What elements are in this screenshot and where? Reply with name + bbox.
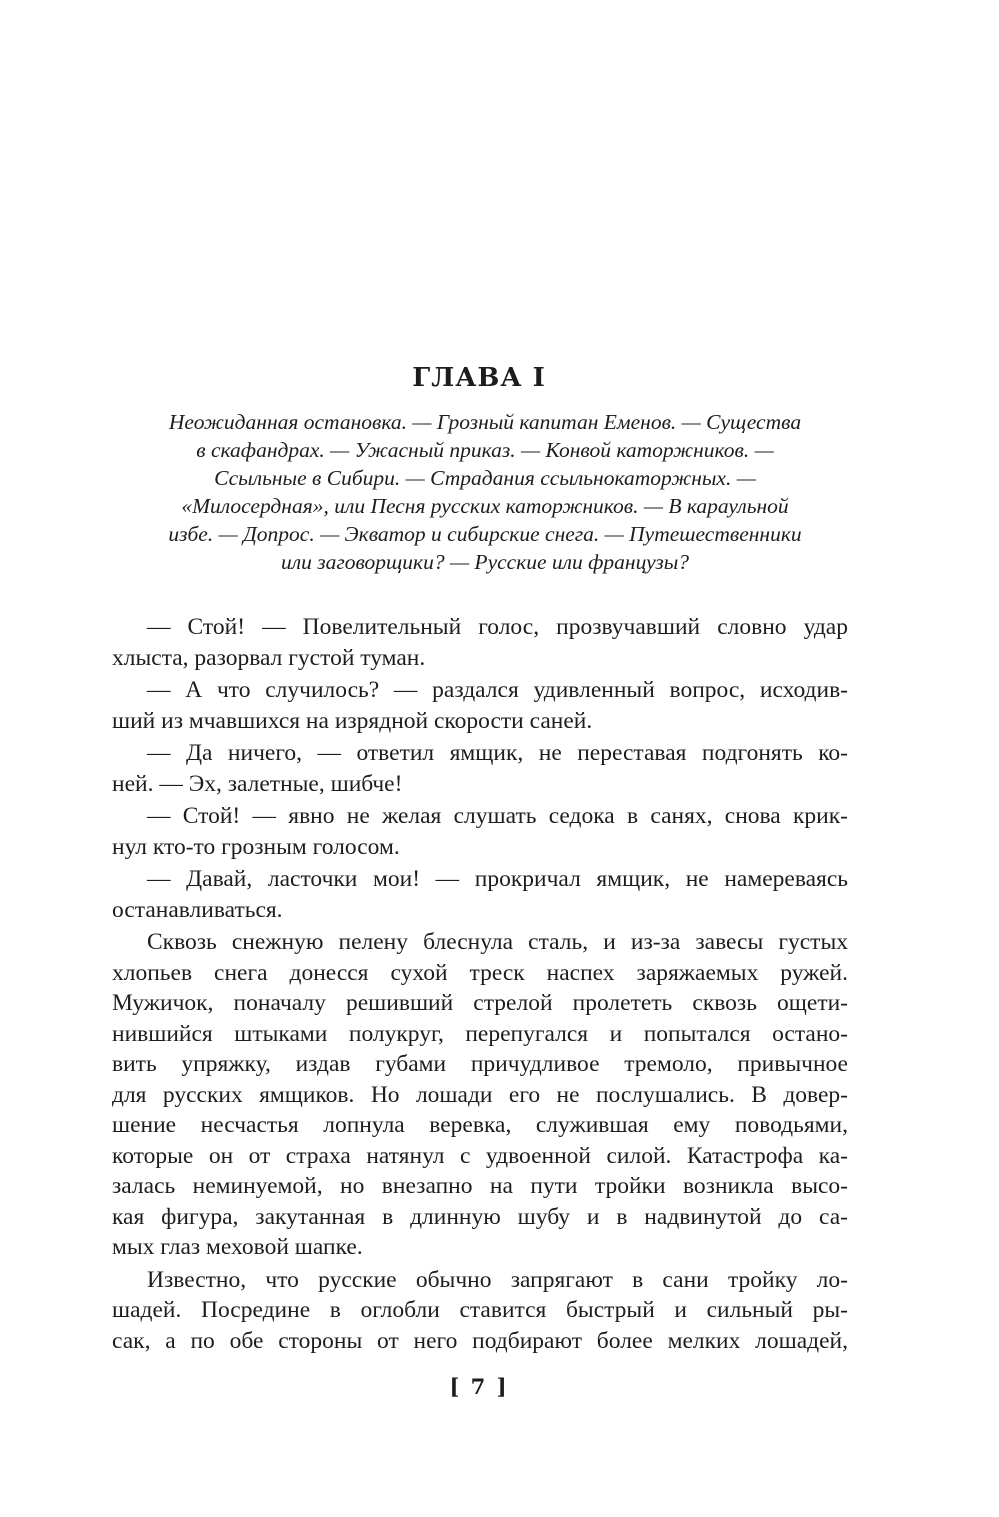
paragraph xyxy=(112,927,848,1263)
text-line: которые он от страха натянул с удвоенной силой. Катастрофа ка- xyxy=(112,1142,848,1169)
paragraph xyxy=(112,864,848,925)
text-line: хлопьев снега донесся сухой треск наспех заряжаемых ружей. xyxy=(112,959,848,986)
paragraph xyxy=(112,1265,848,1357)
text-line: — Давай, ласточки мои! — прокричал ямщик, не намереваясь xyxy=(147,866,848,892)
body-text xyxy=(112,612,848,1358)
text-line: шадей. Посредине в оглобли ставится быстрый и сильный ры- xyxy=(112,1297,848,1323)
page-number: [ 7 ] xyxy=(449,1374,509,1399)
text-line: останавливаться. xyxy=(112,896,283,923)
text-line: хлыста, разорвал густой туман. xyxy=(112,644,426,671)
text-line: ший из мчавшихся на изрядной скорости саней. xyxy=(112,707,593,734)
synopsis-line: Неожиданная остановка. — Грозный капитан Еменов. — Существа xyxy=(168,410,802,434)
text-line: мых глаз меховой шапке. xyxy=(112,1234,363,1260)
text-line: ней. — Эх, залетные, шибче! xyxy=(112,770,403,797)
synopsis-line: «Милосердная», или Песня русских каторжников. — В караульной xyxy=(181,494,789,518)
synopsis-line: или заговорщики? — Русские или французы? xyxy=(280,550,690,574)
paragraph xyxy=(112,612,848,673)
paragraph xyxy=(112,675,848,736)
text-line: Мужичок, поначалу решивший стрелой пролететь сквозь ощети- xyxy=(112,990,848,1016)
synopsis-line: Ссыльные в Сибири. — Страдания ссыльнокаторжных. — xyxy=(214,466,756,490)
synopsis-line: избе. — Допрос. — Экватор и сибирские снега. — Путешественники xyxy=(168,522,802,546)
chapter-title: ГЛАВА I xyxy=(412,363,546,393)
paragraph xyxy=(112,738,848,799)
text-line: — А что случилось? — раздался удивленный вопрос, исходив- xyxy=(147,677,848,703)
chapter-synopsis xyxy=(140,408,830,576)
text-line: кая фигура, закутанная в длинную шубу и в надвинутой до са- xyxy=(112,1203,848,1230)
text-line: вить упряжку, издав губами причудливое тремоло, привычное xyxy=(112,1051,848,1077)
synopsis-line: в скафандрах. — Ужасный приказ. — Конвой каторжников. — xyxy=(196,438,774,462)
text-line: нившийся штыками полукруг, перепугался и попытался остано- xyxy=(112,1020,848,1047)
text-line: шение несчастья лопнула веревка, служившая ему поводьями, xyxy=(112,1112,848,1138)
text-line: сак, а по обе стороны от него подбирают более мелких лошадей, xyxy=(112,1327,848,1354)
paragraph xyxy=(112,801,848,862)
text-line: — Да ничего, — ответил ямщик, не переставая подгонять ко- xyxy=(147,740,848,766)
text-line: нул кто-то грозным голосом. xyxy=(112,833,400,860)
text-line: — Стой! — Повелительный голос, прозвучавший словно удар xyxy=(147,614,848,640)
text-line: для русских ямщиков. Но лошади его не послушались. В довер- xyxy=(112,1081,848,1108)
text-line: — Стой! — явно не желая слушать седока в санях, снова крик- xyxy=(147,803,848,829)
text-line: Сквозь снежную пелену блеснула сталь, и из-за завесы густых xyxy=(147,929,848,955)
text-line: залась неминуемой, но внезапно на пути тройки возникла высо- xyxy=(112,1173,848,1199)
text-line: Известно, что русские обычно запрягают в сани тройку ло- xyxy=(147,1266,848,1293)
